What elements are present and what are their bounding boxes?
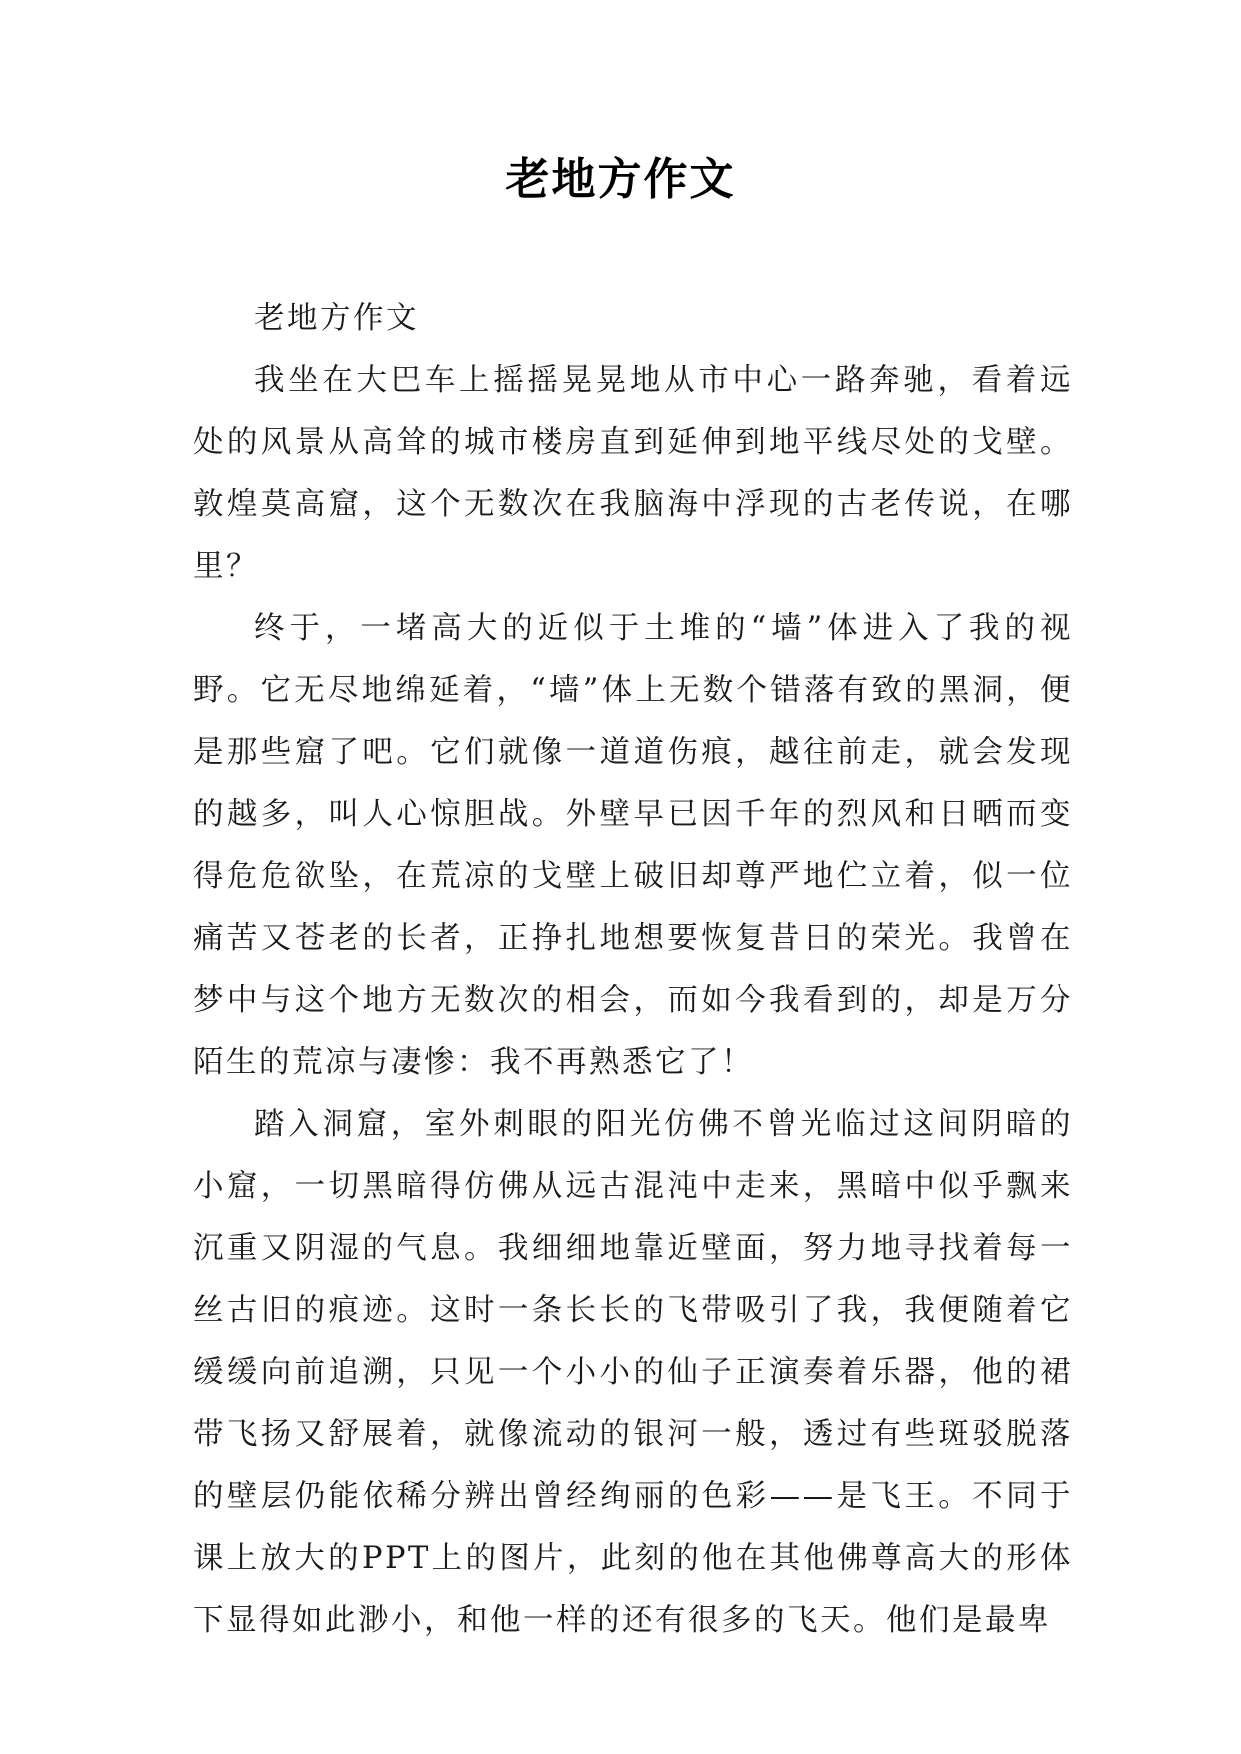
- paragraph-2: 终于，一堵高大的近似于土堆的“墙”体进入了我的视野。它无尽地绵延着，“墙”体上无数个错落有致的黑洞，便是那些窟了吧。它们就像一道道伤痕，越往前走，就会发现的越多，叫人心惊胆战。外壁早已因千年的烈风和日晒而变得危危欲坠，在荒凉的戈壁上破旧却尊严地伫立着，似一位痛苦又苍老的长者，正挣扎地想要恢复昔日的荣光。我曾在梦中与这个地方无数次的相会，而如今我看到的，却是万分陌生的荒凉与凄惨：我不再熟悉它了！: [193, 611, 1073, 1080]
- document-title: 老地方作文: [505, 154, 736, 205]
- document-body: [193, 288, 1073, 1652]
- paragraph-3: 踏入洞窟，室外刺眼的阳光仿佛不曾光临过这间阴暗的小窟，一切黑暗得仿佛从远古混沌中走来，黑暗中似乎飘来沉重又阴湿的气息。我细细地靠近壁面，努力地寻找着每一丝古旧的痕迹。这时一条长长的飞带吸引了我，我便随着它缓缓向前追溯，只见一个小小的仙子正演奏着乐器，他的裙带飞扬又舒展着，就像流动的银河一般，透过有些斑驳脱落的壁层仍能依稀分辨出曾经绚丽的色彩——是飞王。不同于课上放大的PPT上的图片，此刻的他在其他佛尊高大的形体下显得如此渺小，和他一样的还有很多的飞天。他们是最卑: [193, 1107, 1073, 1638]
- document-subtitle: 老地方作文: [254, 301, 419, 336]
- paragraph-1: 我坐在大巴车上摇摇晃晃地从市中心一路奔驰，看着远处的风景从高耸的城市楼房直到延伸到地平线尽处的戈壁。敦煌莫高窟，这个无数次在我脑海中浮现的古老传说，在哪里？: [193, 363, 1073, 584]
